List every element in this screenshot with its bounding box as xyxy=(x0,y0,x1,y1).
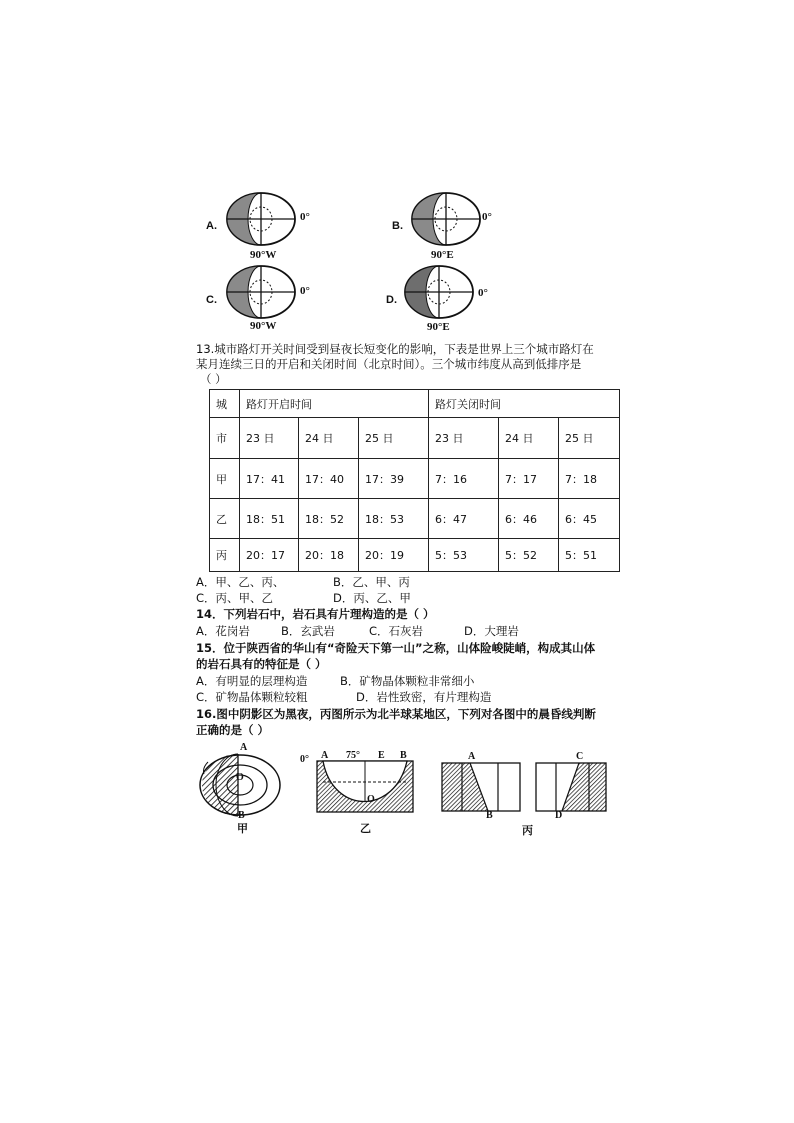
q15-stem-line1: 15．位于陕西省的华山有“奇险天下第一山”之称，山体险峻陡峭，构成其山体 xyxy=(196,641,596,655)
table-header-day: 24 日 xyxy=(299,418,359,459)
table-cell: 18：52 xyxy=(299,499,359,539)
table-header-city-2: 市 xyxy=(210,418,240,459)
latitude-label: 0° xyxy=(482,211,492,223)
table-header-day: 25 日 xyxy=(559,418,620,459)
latitude-label: 0° xyxy=(300,285,310,297)
option-letter: A. xyxy=(206,220,217,232)
table-cell: 6：45 xyxy=(559,499,620,539)
point-label: O xyxy=(236,772,244,783)
q15-option-d: D．岩性致密，有片理构造 xyxy=(356,690,492,704)
table-header-city-1: 城 xyxy=(210,390,240,418)
globe-diagram xyxy=(411,192,483,248)
latitude-label: 0° xyxy=(300,211,310,223)
table-cell: 7：18 xyxy=(559,459,620,499)
figure-caption: 乙 xyxy=(360,823,371,835)
table-header-lights-off: 路灯关闭时间 xyxy=(429,390,620,418)
table-header-day: 23 日 xyxy=(240,418,299,459)
latitude-label: 75° xyxy=(346,750,360,761)
latitude-section-diagram xyxy=(315,760,415,814)
table-cell: 20：17 xyxy=(240,539,299,572)
table-cell-city: 丙 xyxy=(210,539,240,572)
q14-option-d: D．大理岩 xyxy=(464,624,519,638)
longitude-label: 90°E xyxy=(431,249,454,261)
table-header-lights-on: 路灯开启时间 xyxy=(240,390,429,418)
table-cell: 17：41 xyxy=(240,459,299,499)
globe-diagram xyxy=(226,265,298,321)
q13-stem-line1: 13.城市路灯开关时间受到昼夜长短变化的影响，下表是世界上三个城市路灯在 xyxy=(196,342,594,356)
terminator-panel-right xyxy=(534,762,609,812)
option-letter: B. xyxy=(392,220,403,232)
table-cell: 5：53 xyxy=(429,539,499,572)
table-cell: 6：46 xyxy=(499,499,559,539)
q13-option-a: A．甲、乙、丙、 xyxy=(196,575,285,589)
q13-option-c: C．丙、甲、乙 xyxy=(196,591,274,605)
table-cell: 7：17 xyxy=(499,459,559,499)
table-cell: 17：40 xyxy=(299,459,359,499)
table-cell: 5：51 xyxy=(559,539,620,572)
latitude-label: 0° xyxy=(300,754,309,765)
latitude-label: 0° xyxy=(478,287,488,299)
point-label: D xyxy=(555,810,563,821)
table-cell-city: 乙 xyxy=(210,499,240,539)
table-header-day: 23 日 xyxy=(429,418,499,459)
globe-diagram xyxy=(404,265,476,321)
q14-stem: 14．下列岩石中，岩石具有片理构造的是（ ） xyxy=(196,607,435,621)
point-label: B xyxy=(400,750,407,761)
table-header-day: 24 日 xyxy=(499,418,559,459)
q13-option-d: D．丙、乙、甲 xyxy=(333,591,411,605)
table-row xyxy=(210,539,620,572)
table-row xyxy=(210,459,620,499)
table-cell-city: 甲 xyxy=(210,459,240,499)
q15-stem-line2: 的岩石具有的特征是（ ） xyxy=(196,657,327,671)
q14-option-c: C．石灰岩 xyxy=(369,624,424,638)
table-cell: 5：52 xyxy=(499,539,559,572)
option-letter: D. xyxy=(386,294,397,306)
q13-answer-blank: （ ） xyxy=(200,372,227,386)
table-cell: 18：51 xyxy=(240,499,299,539)
table-cell: 6：47 xyxy=(429,499,499,539)
longitude-label: 90°E xyxy=(427,321,450,333)
q16-stem-line2: 正确的是（ ） xyxy=(196,723,270,737)
point-label: A xyxy=(468,751,476,762)
point-label: B xyxy=(486,810,493,821)
option-letter: C. xyxy=(206,294,217,306)
longitude-label: 90°W xyxy=(250,320,277,332)
q14-option-b: B．玄武岩 xyxy=(281,624,335,638)
table-cell: 17：39 xyxy=(359,459,429,499)
q15-option-b: B．矿物晶体颗粒非常细小 xyxy=(340,674,475,688)
table-cell: 18：53 xyxy=(359,499,429,539)
table-cell: 20：19 xyxy=(359,539,429,572)
terminator-panel-left xyxy=(440,762,525,812)
figure-caption: 丙 xyxy=(522,825,533,837)
q13-option-b: B．乙、甲、丙 xyxy=(333,575,410,589)
table-cell: 7：16 xyxy=(429,459,499,499)
globe-diagram xyxy=(226,192,298,248)
longitude-label: 90°W xyxy=(250,249,277,261)
figure-caption: 甲 xyxy=(237,823,248,835)
point-label: A xyxy=(240,742,248,753)
point-label: A xyxy=(321,750,329,761)
streetlight-table xyxy=(209,389,620,572)
q14-option-a: A．花岗岩 xyxy=(196,624,250,638)
q15-option-a: A．有明显的层理构造 xyxy=(196,674,308,688)
point-label: E xyxy=(378,750,385,761)
table-cell: 20：18 xyxy=(299,539,359,572)
table-header-day: 25 日 xyxy=(359,418,429,459)
q13-stem-line2: 某月连续三日的开启和关闭时间（北京时间）。三个城市纬度从高到低排序是 xyxy=(196,357,582,371)
point-label: O xyxy=(367,794,375,805)
q15-option-c: C．矿物晶体颗粒较粗 xyxy=(196,690,308,704)
point-label: B xyxy=(238,810,245,821)
point-label: C xyxy=(576,751,584,762)
table-row xyxy=(210,499,620,539)
q16-stem-line1: 16.图中阴影区为黑夜，丙图所示为北半球某地区，下列对各图中的晨昏线判断 xyxy=(196,707,596,721)
